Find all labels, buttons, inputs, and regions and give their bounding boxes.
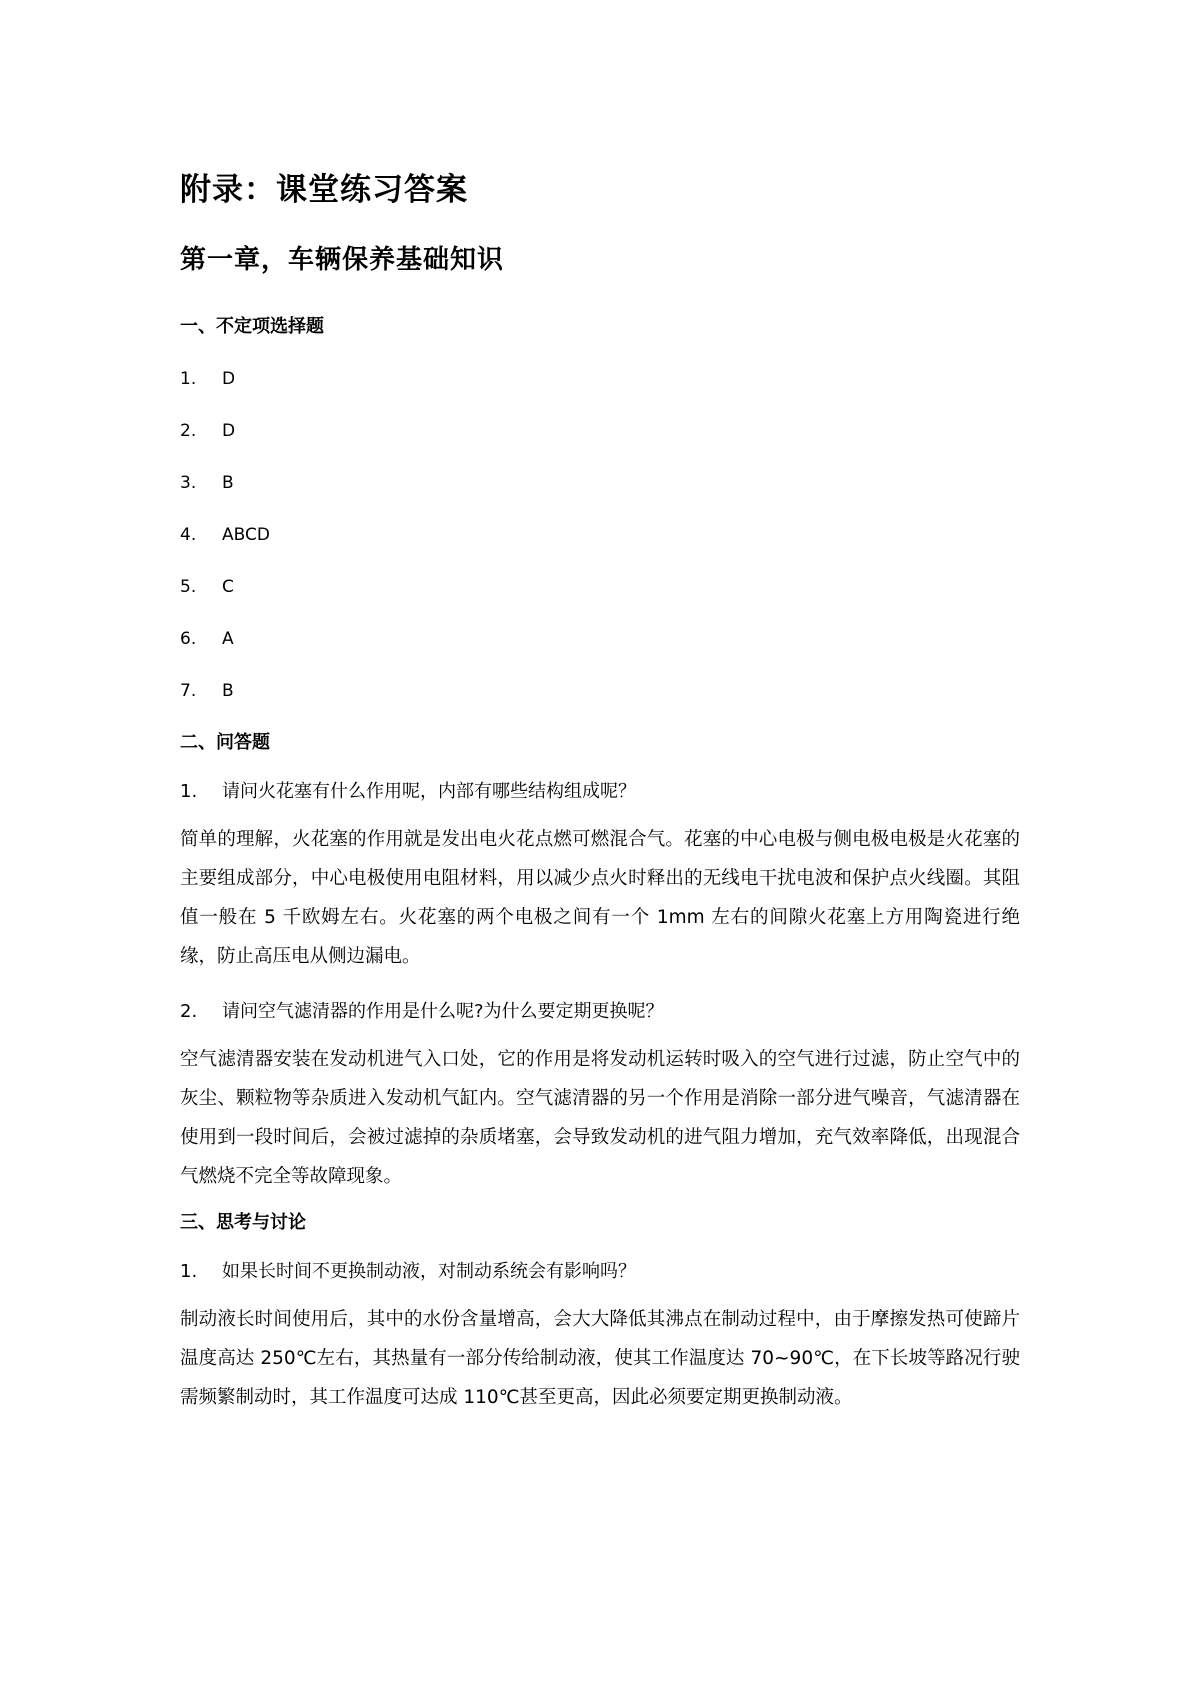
- question-text: 请问空气滤清器的作用是什么呢?为什么要定期更换呢？: [222, 1001, 664, 1022]
- answer-paragraph: 简单的理解，火花塞的作用就是发出电火花点燃可燃混合气。花塞的中心电极与侧电极电极是火花塞的主要组成部分，中心电极使用电阻材料，用以减少点火时释出的无线电干扰电波和保护点火线圈。其阻值一般在 5 千欧姆左右。火花塞的两个电极之间有一个 1mm 左右的间隙火花塞上方用陶瓷进行绝缘，防止高压电从侧边漏电。: [180, 829, 1020, 967]
- answer-number: 6.: [180, 629, 197, 649]
- section-heading-qa: 二、问答题: [180, 732, 270, 753]
- appendix-title: 附录：课堂练习答案: [180, 172, 468, 208]
- answer-number: 1.: [180, 369, 197, 389]
- answer-value: B: [222, 473, 234, 493]
- answer-number: 3.: [180, 473, 197, 493]
- question-number: 1.: [180, 1261, 198, 1282]
- question-text: 请问火花塞有什么作用呢，内部有哪些结构组成呢？: [222, 781, 636, 802]
- answer-item: [180, 574, 1020, 600]
- answer-item: [180, 522, 1020, 548]
- answer-number: 2.: [180, 421, 197, 441]
- question-number: 1.: [180, 781, 198, 802]
- answer-value: C: [222, 577, 234, 597]
- section-heading-discussion: 三、思考与讨论: [180, 1212, 306, 1233]
- answer-value: A: [222, 629, 234, 649]
- answer-number: 5.: [180, 577, 197, 597]
- answer-number: 4.: [180, 525, 197, 545]
- answer-item: [180, 626, 1020, 652]
- answer-item: [180, 678, 1020, 704]
- answer-paragraph: 制动液长时间使用后，其中的水份含量增高，会大大降低其沸点在制动过程中，由于摩擦发热可使蹄片温度高达 250℃左右，其热量有一部分传给制动液，使其工作温度达 70~90℃，在下长坡等路况行驶需频繁制动时，其工作温度可达成 110℃甚至更高，因此必须要定期更换制动液。: [180, 1309, 1020, 1408]
- answer-value: D: [222, 369, 236, 389]
- answer-paragraph: 空气滤清器安装在发动机进气入口处，它的作用是将发动机运转时吸入的空气进行过滤，防止空气中的灰尘、颗粒物等杂质进入发动机气缸内。空气滤清器的另一个作用是消除一部分进气噪音，气滤清器在使用到一段时间后，会被过滤掉的杂质堵塞，会导致发动机的进气阻力增加，充气效率降低，出现混合气燃烧不完全等故障现象。: [180, 1049, 1020, 1187]
- answer-value: D: [222, 421, 236, 441]
- question-text: 如果长时间不更换制动液，对制动系统会有影响吗？: [222, 1261, 636, 1282]
- answer-list: [180, 366, 1020, 704]
- question-item: [180, 778, 1020, 806]
- answer-item: [180, 470, 1020, 496]
- answer-value: B: [222, 681, 234, 701]
- answer-value: ABCD: [222, 525, 270, 545]
- answer-number: 7.: [180, 681, 197, 701]
- document-page: [180, 168, 1020, 1417]
- question-number: 2.: [180, 1001, 198, 1022]
- chapter-title: 第一章，车辆保养基础知识: [180, 245, 505, 275]
- section-heading-multiple-choice: 一、不定项选择题: [180, 316, 324, 337]
- question-item: [180, 1258, 1020, 1286]
- question-item: [180, 998, 1020, 1026]
- answer-item: [180, 366, 1020, 392]
- answer-item: [180, 418, 1020, 444]
